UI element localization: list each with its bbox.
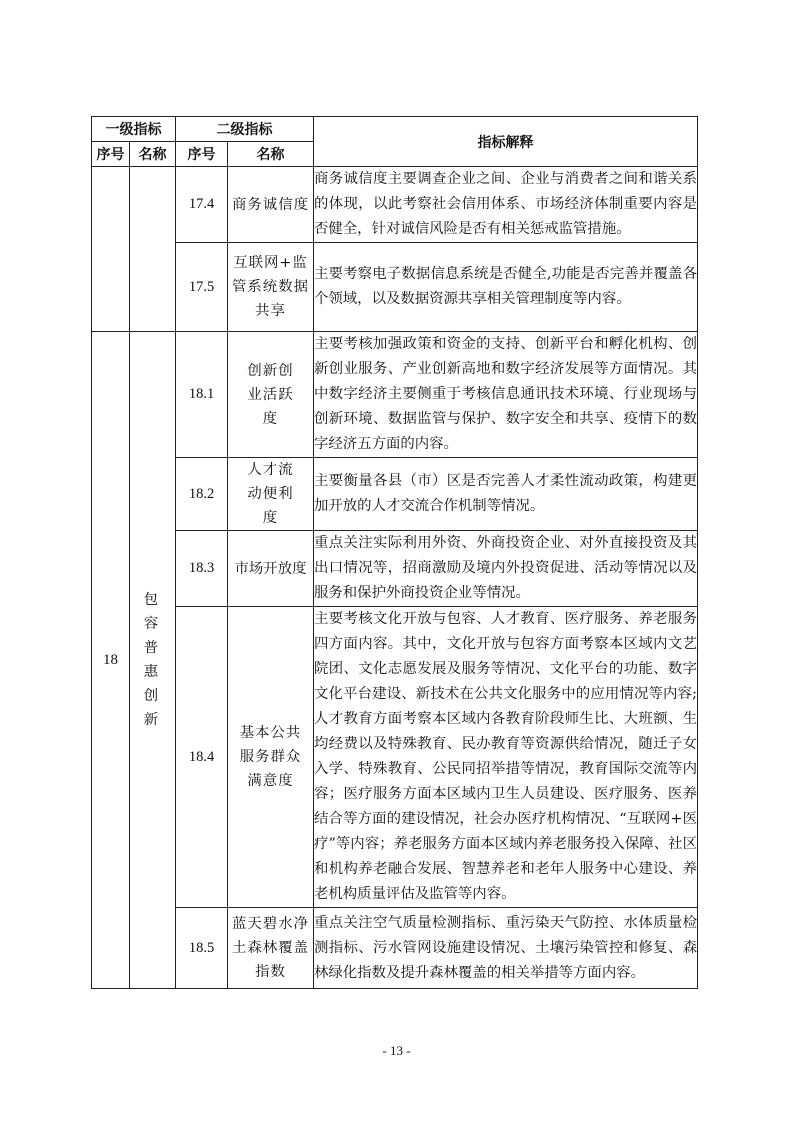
explain-header: 指标解释	[314, 117, 698, 167]
level1-seq-cell-empty	[92, 167, 130, 332]
table-row	[92, 332, 698, 458]
description-cell: 重点关注实际利用外资、外商投资企业、对外直接投资及其出口情况等，招商激励及境内外投资促进、活动等情况以及服务和保护外商投资企业等情况。	[314, 531, 698, 607]
level1-header: 一级指标	[92, 117, 176, 142]
level2-name-cell: 基本公共服务群众满意度	[228, 607, 314, 908]
level2-name-cell: 创新创业活跃度	[228, 332, 314, 458]
level1-name-cell: 包容普惠创新	[130, 332, 176, 989]
level2-seq-cell: 18.5	[176, 908, 228, 989]
description-cell: 主要考核加强政策和资金的支持、创新平台和孵化机构、创新创业服务、产业创新高地和数字经济发展等方面情况。其中数字经济主要侧重于考核信息通讯技术环境、行业现场与创新环境、数据监管与保护、数字安全和共享、疫情下的数字经济五方面的内容。	[314, 332, 698, 458]
description-cell: 主要考察电子数据信息系统是否健全,功能是否完善并覆盖各个领域，以及数据资源共享相关管理制度等内容。	[314, 243, 698, 332]
level1-name-header: 名称	[130, 142, 176, 167]
level2-header: 二级指标	[176, 117, 314, 142]
level2-name-cell: 市场开放度	[228, 531, 314, 607]
level2-seq-cell: 18.4	[176, 607, 228, 908]
description-cell: 商务诚信度主要调查企业之间、企业与消费者之间和谐关系的体现，以此考察社会信用体系、市场经济体制重要内容是否健全，针对诚信风险是否有相关惩戒监管措施。	[314, 167, 698, 243]
description-cell: 主要考核文化开放与包容、人才教育、医疗服务、养老服务四方面内容。其中，文化开放与包容方面考察本区域内文艺院团、文化志愿发展及服务等情况、文化平台的功能、数字文化平台建设、新技术在公共文化服务中的应用情况等内容;人才教育方面考察本区域内各教育阶段师生比、大班额、生均经费以及特殊教育、民办教育等资源供给情况，随迁子女入学、特殊教育、公民同招举措等情况，教育国际交流等内容；医疗服务方面本区域内卫生人员建设、医疗服务、医养结合等方面的建设情况，社会办医疗机构情况、“互联网+医疗”等内容；养老服务方面本区域内养老服务投入保障、社区和机构养老融合发展、智慧养老和老年人服务中心建设、养老机构质量评估及监管等内容。	[314, 607, 698, 908]
level2-name-cell: 人才流动便利度	[228, 458, 314, 531]
table-row	[92, 531, 698, 607]
description-cell: 重点关注空气质量检测指标、重污染天气防控、水体质量检测指标、污水管网设施建设情况、土壤污染管控和修复、森林绿化指数及提升森林覆盖的相关举措等方面内容。	[314, 908, 698, 989]
level2-seq-header: 序号	[176, 142, 228, 167]
level2-seq-cell: 17.5	[176, 243, 228, 332]
level2-seq-cell: 18.3	[176, 531, 228, 607]
level1-seq-header: 序号	[92, 142, 130, 167]
level2-name-header: 名称	[228, 142, 314, 167]
page-number: - 13 -	[382, 1043, 411, 1058]
level2-name-cell: 蓝天碧水净土森林覆盖指数	[228, 908, 314, 989]
table-row	[92, 607, 698, 908]
level1-name-cell-empty	[130, 167, 176, 332]
table-row	[92, 908, 698, 989]
table-row	[92, 458, 698, 531]
level2-name-cell: 互联网+监管系统数据共享	[228, 243, 314, 332]
level1-seq-cell: 18	[92, 332, 130, 989]
level2-seq-cell: 18.2	[176, 458, 228, 531]
table-row	[92, 243, 698, 332]
level2-name-cell: 商务诚信度	[228, 167, 314, 243]
indicator-table	[91, 116, 698, 989]
level2-seq-cell: 18.1	[176, 332, 228, 458]
description-cell: 主要衡量各县（市）区是否完善人才柔性流动政策，构建更加开放的人才交流合作机制等情况。	[314, 458, 698, 531]
table-row	[92, 167, 698, 243]
header-row-1	[92, 117, 698, 142]
level2-seq-cell: 17.4	[176, 167, 228, 243]
